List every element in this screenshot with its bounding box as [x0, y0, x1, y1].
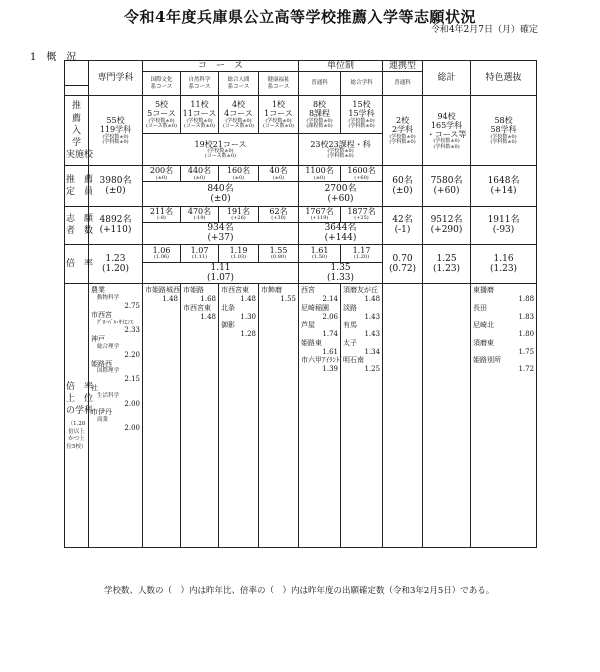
cell-text: 1校: [271, 100, 286, 110]
top-list-item: [221, 286, 256, 304]
header-renkei: 連携型: [383, 61, 423, 72]
cell-text: 8課程: [308, 109, 331, 119]
cell-text: 60名: [392, 175, 413, 186]
cell-text: (1.23): [490, 264, 518, 275]
cell-text: 94校: [437, 111, 456, 121]
cell-text: 2700名: [324, 183, 357, 194]
school-name: 市飾磨: [261, 286, 282, 295]
ratio-value: 1.39: [322, 365, 339, 374]
cell-text: 42名: [392, 215, 413, 226]
applicants-renkei: [383, 207, 423, 245]
cell-text: 58校: [494, 116, 513, 126]
schools-tokushoku: [471, 96, 537, 166]
cell-text: 1877名: [347, 207, 376, 217]
top-list-item: [301, 356, 344, 374]
top-list-item: 2.15: [124, 375, 140, 384]
school-name: 淡路: [343, 303, 358, 312]
cell-text: (+60): [354, 174, 369, 181]
cell-text: 211名: [149, 207, 174, 217]
school-name: 有馬: [343, 321, 358, 330]
cell-text: 58学科: [490, 125, 517, 135]
capacity-sogo: [341, 166, 383, 182]
ratio-sogo: [341, 244, 383, 262]
school-name: 長田: [473, 303, 488, 312]
top-list-item: [221, 321, 256, 339]
top-total: [423, 284, 471, 548]
confirmed-date: 令和4年2月7日（月）確定: [430, 25, 538, 35]
cell-text: 1.61: [310, 245, 329, 255]
cell-text: 23校23課程・科: [310, 139, 371, 149]
cell-text: ・コース等: [426, 129, 467, 139]
cell-text: (学科数±0): [433, 143, 460, 150]
cell-text: (-8): [157, 215, 166, 222]
cell-text: (-93): [492, 225, 515, 236]
header-futsu: 普通科: [299, 72, 341, 96]
ratio-value: 1.43: [364, 330, 381, 339]
capacity-credit-sum: [299, 182, 383, 207]
ratio-value: 1.72: [518, 365, 535, 374]
cell-text: (課程数±0): [306, 123, 333, 130]
cell-text: (±0): [155, 174, 168, 181]
header-renkei-futsu: 普通科: [383, 72, 423, 96]
cell-text: (学校数±0): [186, 117, 213, 124]
cell-text: 5校: [154, 100, 169, 110]
school-name: 市姫路: [183, 286, 204, 295]
school-name: 太子: [343, 338, 358, 347]
school-name: 尼崎稲園: [301, 303, 330, 312]
header-senmon: 専門学科: [89, 61, 143, 96]
applicants-tokushoku: [471, 207, 537, 245]
top-list-item: [301, 286, 338, 304]
cell-text: (学校数±0): [306, 117, 333, 124]
cell-text: (+110): [99, 225, 132, 236]
corner-cell: [65, 61, 89, 86]
cell-text: (+290): [430, 225, 463, 236]
applicants-sogo: [341, 207, 383, 223]
applicants-credit-sum: [299, 222, 383, 244]
cell-text: (1.07): [206, 273, 235, 284]
cell-text: 5コース: [147, 109, 176, 119]
ratio-value: 1.43: [364, 312, 381, 321]
ratio-value: 1.48: [200, 312, 216, 321]
cell-text: (+119): [310, 215, 329, 222]
school-name: 北条: [221, 303, 235, 312]
cell-text: (学校数±0): [225, 117, 252, 124]
cell-text: 1.07: [190, 245, 209, 255]
cell-text: 40名: [269, 166, 288, 176]
footnote: 学校数、人数の（ ）内は昨年比、倍率の（ ）内は昨年度の出願確定数（令和3年2月5日）である。: [104, 586, 495, 596]
cell-text: 934名: [207, 222, 234, 233]
school-name: 芦屋: [301, 321, 316, 330]
applicants-senmon: [89, 207, 143, 245]
capacity-senmon: [89, 166, 143, 207]
cell-text: (コース数±0): [183, 123, 216, 130]
cell-text: 200名: [149, 166, 174, 176]
capacity-tokushoku: [471, 166, 537, 207]
top-list-item: 2.75: [124, 302, 140, 311]
cell-text: (コース数±0): [222, 123, 255, 130]
cell-text: (±0): [232, 174, 245, 181]
application-status-table: [64, 60, 537, 548]
cell-text: (+37): [207, 233, 234, 244]
cell-text: 1911名: [487, 215, 520, 226]
schools-kokusai: [143, 96, 181, 134]
ratio-value: 1.68: [200, 295, 216, 304]
schools-credit-sum: [299, 134, 383, 166]
cell-text: 1100名: [305, 166, 334, 176]
top-list-item: [343, 321, 380, 339]
ratio-value: 1.74: [322, 330, 339, 339]
cell-text: 11コース: [182, 109, 217, 119]
cell-text: (学校数±0): [265, 117, 292, 124]
applicants-sogo-ningen: [219, 207, 259, 223]
cell-text: (学科数±0): [327, 153, 354, 160]
schools-senmon: [89, 96, 143, 166]
cell-text: (1.33): [326, 273, 355, 284]
cell-text: 4校: [231, 100, 246, 110]
cell-text: (学校数±0): [102, 133, 129, 140]
cell-text: (±0): [313, 174, 326, 181]
schools-course-sum: [143, 134, 299, 166]
header-tokushoku: 特色選抜: [471, 61, 537, 96]
cell-text: 4コース: [224, 109, 253, 119]
top-list-item: [473, 286, 534, 304]
cell-text: (コース数±0): [145, 123, 178, 130]
capacity-futsu: [299, 166, 341, 182]
top-list-item: [183, 286, 216, 304]
header-kenko: 健康福祉 系コース: [259, 72, 299, 96]
ratio-value: 2.06: [322, 312, 339, 321]
schools-sogo: [341, 96, 383, 134]
top-list-item: [183, 304, 216, 322]
cell-text: (学科数±0): [348, 123, 375, 130]
cell-text: 2学科: [391, 125, 414, 135]
header-total: 総計: [423, 61, 471, 96]
cell-text: (1.20): [354, 254, 370, 261]
header-sogo: 総合学科: [341, 72, 383, 96]
school-name: 東播磨: [473, 286, 495, 295]
header-kokusai: 国際文化 系コース: [143, 72, 181, 96]
cell-text: 1.23: [105, 253, 126, 264]
ratio-senmon: [89, 244, 143, 284]
cell-text: (+25): [354, 215, 369, 222]
applicants-futsu: [299, 207, 341, 223]
capacity-shizen: [181, 166, 219, 182]
ratio-value: 1.48: [364, 295, 381, 304]
top-list-item: [343, 356, 380, 374]
cell-text: (1.11): [191, 254, 208, 261]
school-name: 西宮: [301, 286, 316, 295]
school-name: 尼崎北: [473, 321, 495, 330]
top-list-item: 2.00: [124, 399, 140, 408]
cell-text: (1.50): [311, 254, 328, 261]
cell-text: 119学科: [99, 125, 132, 135]
ratio-kenko: [259, 244, 299, 262]
top-list-item: [145, 286, 178, 304]
applicants-kenko: [259, 207, 299, 223]
school-name: 市姫路城西: [145, 286, 180, 295]
cell-text: 2校: [395, 116, 410, 126]
cell-text: 19校21コース: [194, 139, 247, 149]
cell-text: 3644名: [324, 222, 357, 233]
top-sogo-ningen: [219, 284, 259, 548]
cell-text: (コース数±0): [262, 123, 295, 130]
cell-text: 470名: [187, 207, 212, 217]
cell-text: (+26): [231, 215, 246, 222]
top-list-item: 2.33: [124, 326, 140, 335]
cell-text: 9512名: [430, 215, 463, 226]
top-futsu: [299, 284, 344, 548]
header-course: コ ー ス: [143, 61, 299, 72]
cell-text: (+60): [433, 186, 460, 197]
school-name: 姫路東: [301, 338, 323, 347]
schools-shizen: [181, 96, 219, 134]
applicants-kokusai: [143, 207, 181, 223]
school-name: 市西宮東: [183, 303, 211, 312]
row-label-applicants: 志 願 者 数: [65, 207, 89, 245]
school-name: 市西宮東: [221, 286, 249, 295]
cell-text: (学校数±0): [389, 133, 416, 140]
cell-text: 62名: [269, 207, 288, 217]
cell-text: 1.19: [229, 245, 248, 255]
cell-text: 55校: [106, 116, 125, 126]
capacity-kenko: [259, 166, 299, 182]
cell-text: (±0): [210, 194, 231, 205]
ratio-shizen: [181, 244, 219, 262]
ratio-kokusai: [143, 244, 181, 262]
cell-text: (1.06): [153, 254, 170, 261]
top-note: （1.20倍以上かつ上位5校）: [66, 421, 87, 450]
top-list-item: [473, 321, 534, 339]
ratio-total: [423, 244, 471, 284]
top-tokushoku: [471, 284, 537, 548]
cell-text: (コース数±0): [204, 153, 237, 160]
cell-text: 1.06: [152, 245, 171, 255]
top-list-item: 生活科学: [97, 392, 120, 399]
ratio-value: 1.30: [240, 312, 256, 321]
cell-text: (学校数±0): [433, 138, 460, 145]
row-label-schools: 推 薦 入 学 実施校: [65, 96, 89, 166]
header-sogo-ningen: 総合人間 系コース: [219, 72, 259, 96]
ratio-value: 1.75: [518, 347, 535, 356]
top-list-item: [301, 304, 338, 322]
capacity-renkei: [383, 166, 423, 207]
header-blank: [65, 86, 89, 96]
row-label-ratio: 倍 率: [65, 244, 89, 284]
cell-text: (±0): [193, 174, 206, 181]
cell-text: (1.20): [101, 264, 130, 275]
cell-text: (±0): [105, 186, 126, 197]
top-list-item: [473, 304, 534, 322]
cell-text: (±0): [272, 174, 285, 181]
row-label-top: 倍 率 上 位 の学科 （1.20倍以上かつ上位5校）: [65, 284, 89, 548]
school-name: 御影: [221, 321, 235, 330]
cell-text: (学校数±0): [348, 117, 375, 124]
top-list-item: 市西宮: [91, 310, 112, 319]
cell-text: 1.11: [210, 262, 231, 273]
ratio-sogo-ningen: [219, 244, 259, 262]
school-name: 須磨東: [473, 338, 495, 347]
top-list-item: 農業: [91, 286, 105, 295]
cell-text: (-19): [193, 215, 206, 222]
cell-text: 15校: [352, 100, 371, 110]
applicants-total: [423, 207, 471, 245]
cell-text: 7580名: [430, 175, 463, 186]
ratio-value: 1.80: [518, 330, 535, 339]
ratio-value: 1.61: [322, 347, 339, 356]
ratio-tokushoku: [471, 244, 537, 284]
school-name: 市六甲ｱｲﾗﾝﾄﾞ: [301, 356, 344, 365]
schools-sogo-ningen: [219, 96, 259, 134]
top-list-item: 商業: [97, 417, 109, 424]
top-shizen: [181, 284, 219, 548]
header-shizen: 自然科学 系コース: [181, 72, 219, 96]
cell-text: 840名: [207, 183, 234, 194]
cell-text: (学科数±0): [490, 139, 517, 146]
ratio-course-sum: [143, 262, 299, 284]
cell-text: 1.16: [493, 253, 514, 264]
top-list-item: [473, 339, 534, 357]
ratio-value: 1.83: [518, 312, 535, 321]
cell-text: 8校: [312, 100, 327, 110]
cell-text: 1648名: [487, 175, 520, 186]
school-name: 姫路別所: [473, 356, 502, 365]
cell-text: (-1): [394, 225, 411, 236]
top-kenko: [259, 284, 299, 548]
top-list-item: 姫路西: [91, 359, 112, 368]
ratio-value: 1.34: [364, 347, 381, 356]
cell-text: 15学科: [348, 109, 375, 119]
school-name: 明石南: [343, 356, 365, 365]
cell-text: 0.70: [392, 253, 413, 264]
capacity-course-sum: [143, 182, 299, 207]
cell-text: 1.25: [436, 253, 457, 264]
cell-text: 1767名: [305, 207, 334, 217]
cell-text: 1.17: [352, 245, 371, 255]
ratio-value: 1.28: [240, 330, 256, 339]
top-list-item: [221, 304, 256, 322]
cell-text: (学科数±0): [389, 139, 416, 146]
cell-text: (+14): [490, 186, 517, 197]
cell-text: (学校数±0): [490, 133, 517, 140]
applicants-shizen: [181, 207, 219, 223]
top-sogo: [341, 284, 383, 548]
top-list-item: ｸﾞﾛｰﾊﾞﾙ･ｻｲｴﾝｽ: [97, 319, 133, 326]
top-list-item: 総合理学: [97, 343, 120, 350]
capacity-sogo-ningen: [219, 166, 259, 182]
cell-text: (0.72): [389, 264, 417, 275]
ratio-value: 2.14: [322, 295, 339, 304]
ratio-value: 1.88: [518, 295, 535, 304]
top-renkei: [383, 284, 423, 548]
cell-text: 440名: [187, 166, 212, 176]
top-list-item: 神戸: [91, 335, 105, 344]
top-list-item: [261, 286, 296, 304]
ratio-value: 1.55: [280, 295, 297, 304]
top-kokusai: [143, 284, 181, 548]
ratio-value: 1.48: [240, 295, 256, 304]
schools-renkei: [383, 96, 423, 166]
top-list-item: 国際理学: [97, 368, 120, 375]
cell-text: 165学科: [430, 120, 463, 130]
top-list-item: [343, 339, 380, 357]
page-title: 令和4年度兵庫県公立高等学校推薦入学等志願状況: [124, 8, 476, 26]
top-list-item: 動物科学: [97, 295, 120, 302]
cell-text: (学科数±0): [102, 139, 129, 146]
top-list-item: 2.00: [124, 423, 140, 432]
top-list-item: [301, 321, 338, 339]
cell-text: (+144): [324, 233, 357, 244]
row-label-capacity: 推 薦 定 員: [65, 166, 89, 207]
top-list-item: 市伊丹: [91, 408, 112, 417]
ratio-credit-sum: [299, 262, 383, 284]
cell-text: (±0): [392, 186, 413, 197]
cell-text: 191名: [226, 207, 251, 217]
schools-futsu: [299, 96, 341, 134]
top-list-item: [301, 339, 338, 357]
top-senmon: [89, 284, 143, 548]
capacity-kokusai: [143, 166, 181, 182]
ratio-value: 1.25: [364, 365, 381, 374]
top-list-item: [473, 356, 534, 374]
schools-total: [423, 96, 471, 166]
cell-text: 1600名: [347, 166, 376, 176]
ratio-renkei: [383, 244, 423, 284]
top-list-item: 社: [91, 383, 98, 392]
ratio-futsu: [299, 244, 341, 262]
cell-text: (0.80): [270, 254, 287, 261]
cell-text: 1.35: [330, 262, 351, 273]
cell-text: 11校: [190, 100, 209, 110]
ratio-value: 1.48: [162, 295, 178, 304]
cell-text: (学校数±0): [327, 147, 354, 154]
cell-text: (1.03): [230, 254, 247, 261]
header-credit: 単位制: [299, 61, 383, 72]
cell-text: (+30): [271, 215, 286, 222]
cell-text: (1.23): [433, 264, 461, 275]
top-list-item: [343, 286, 380, 304]
cell-text: (学校数±0): [207, 147, 234, 154]
cell-text: (学校数±0): [148, 117, 175, 124]
cell-text: 1.55: [269, 245, 288, 255]
top-list-item: 2.20: [124, 350, 140, 359]
cell-text: (+60): [327, 194, 354, 205]
schools-kenko: [259, 96, 299, 134]
applicants-course-sum: [143, 222, 299, 244]
cell-text: 160名: [226, 166, 251, 176]
cell-text: 4892名: [99, 215, 132, 226]
top-list-item: [343, 304, 380, 322]
cell-text: 3980名: [99, 175, 132, 186]
school-name: 須磨友が丘: [343, 286, 379, 295]
capacity-total: [423, 166, 471, 207]
cell-text: 1コース: [264, 109, 293, 119]
section-heading: 1 概 況: [30, 52, 77, 63]
